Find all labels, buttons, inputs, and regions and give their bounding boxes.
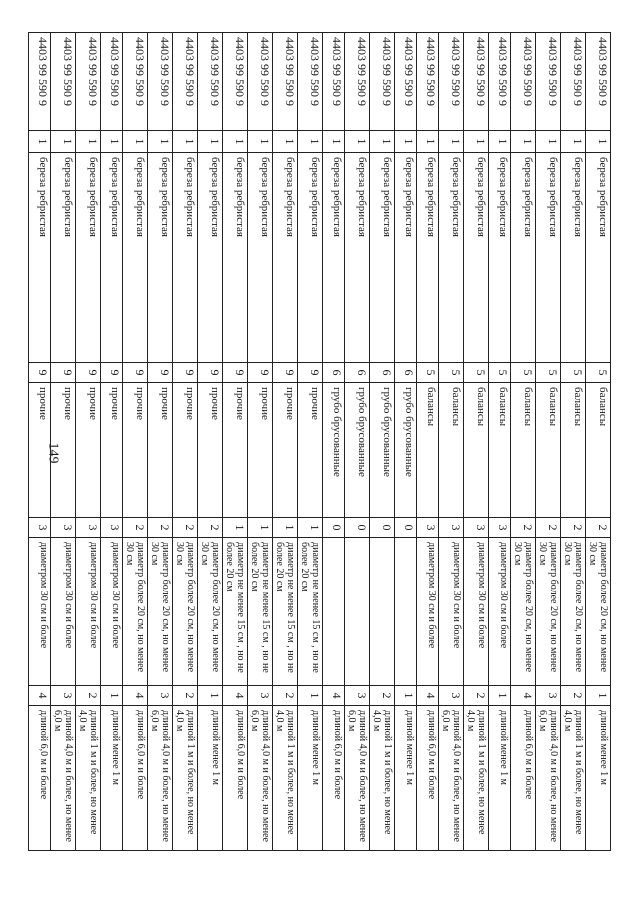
diameter-cell [323,538,345,686]
wood-type-cell: грубо брусованные [370,383,395,518]
length-number-cell: 3 [51,686,76,706]
species-cell: береза ребристая [273,153,298,363]
wood-type-cell: балансы [586,383,611,518]
group-number-cell: 1 [51,131,76,153]
type-number-cell: 5 [561,363,586,383]
wood-type-cell: прочие [273,383,298,518]
length-cell: длиной 6,0 м и более [417,706,439,851]
hs-code-cell: 4403 99 590 9 [395,33,417,131]
diameter-number-cell: 3 [101,518,123,538]
diameter-cell: диаметром 30 см и более [417,538,439,686]
diameter-number-cell: 2 [586,518,611,538]
wood-type-cell: балансы [511,383,536,518]
length-cell: длиной 1 м и более, но менее 4,0 м [561,706,586,851]
hs-code-cell: 4403 99 590 9 [417,33,439,131]
table-row [395,33,417,851]
species-cell: береза ребристая [439,153,464,363]
length-number-cell: 1 [586,686,611,706]
length-cell: длиной 1 м и более, но менее 4,0 м [76,706,101,851]
type-number-cell: 5 [417,363,439,383]
type-number-cell: 9 [76,363,101,383]
diameter-number-cell: 0 [395,518,417,538]
table-body [29,33,611,851]
diameter-cell: диаметром 30 см и более [101,538,123,686]
diameter-number-cell: 3 [439,518,464,538]
wood-type-cell: прочие [101,383,123,518]
type-number-cell: 9 [123,363,148,383]
species-cell: береза ребристая [248,153,273,363]
table-row [173,33,198,851]
group-number-cell: 1 [273,131,298,153]
diameter-number-cell: 3 [29,518,51,538]
hs-code-cell: 4403 99 590 9 [148,33,173,131]
table-row [223,33,248,851]
length-number-cell: 4 [511,686,536,706]
diameter-cell: диаметр более 20 см, но менее 30 см [536,538,561,686]
group-number-cell: 1 [489,131,511,153]
hs-code-cell: 4403 99 590 9 [439,33,464,131]
group-number-cell: 1 [464,131,489,153]
length-number-cell: 2 [173,686,198,706]
group-number-cell: 1 [395,131,417,153]
length-number-cell: 3 [148,686,173,706]
diameter-cell: диаметр не менее 15 см , но не более 20 см [248,538,273,686]
table-row [273,33,298,851]
type-number-cell: 5 [464,363,489,383]
type-number-cell: 6 [323,363,345,383]
length-number-cell: 3 [439,686,464,706]
length-cell: длиной менее 1 м [586,706,611,851]
table-row [586,33,611,851]
diameter-cell: диаметр более 20 см, но менее 30 см [148,538,173,686]
table-row [248,33,273,851]
type-number-cell: 5 [586,363,611,383]
group-number-cell: 1 [123,131,148,153]
species-cell: береза ребристая [298,153,323,363]
table-row [489,33,511,851]
wood-type-cell: прочие [29,383,51,518]
wood-type-cell: прочие [198,383,223,518]
wood-type-cell: балансы [464,383,489,518]
type-number-cell: 9 [248,363,273,383]
type-number-cell: 9 [198,363,223,383]
length-cell: длиной менее 1 м [198,706,223,851]
table-row [123,33,148,851]
group-number-cell: 1 [323,131,345,153]
diameter-number-cell: 1 [273,518,298,538]
diameter-number-cell: 1 [248,518,273,538]
diameter-number-cell: 2 [148,518,173,538]
wood-type-cell: прочие [248,383,273,518]
table-row [439,33,464,851]
type-number-cell: 9 [148,363,173,383]
length-number-cell: 2 [273,686,298,706]
wood-type-cell: прочие [76,383,101,518]
hs-code-cell: 4403 99 590 9 [464,33,489,131]
table-row [323,33,345,851]
group-number-cell: 1 [248,131,273,153]
diameter-cell [395,538,417,686]
diameter-number-cell: 2 [123,518,148,538]
type-number-cell: 9 [29,363,51,383]
wood-type-cell: прочие [51,383,76,518]
diameter-number-cell: 2 [198,518,223,538]
group-number-cell: 1 [536,131,561,153]
wood-type-cell: прочие [173,383,198,518]
diameter-number-cell: 0 [370,518,395,538]
hs-code-cell: 4403 99 590 9 [101,33,123,131]
group-number-cell: 1 [29,131,51,153]
wood-type-cell: балансы [536,383,561,518]
diameter-number-cell: 0 [323,518,345,538]
wood-type-cell: балансы [489,383,511,518]
type-number-cell: 5 [511,363,536,383]
length-cell: длиной 4,0 м и более, но менее 6,0 м [536,706,561,851]
wood-type-cell: грубо брусованные [395,383,417,518]
wood-type-cell: прочие [223,383,248,518]
wood-type-cell: балансы [417,383,439,518]
length-number-cell: 1 [298,686,323,706]
diameter-cell: диаметр более 20 см, но менее 30 см [561,538,586,686]
length-number-cell: 2 [464,686,489,706]
table-row [101,33,123,851]
wood-type-cell: грубо брусованные [345,383,370,518]
diameter-cell: диаметром 30 см и более [439,538,464,686]
page-number: 149 [45,442,61,464]
hs-code-cell: 4403 99 590 9 [273,33,298,131]
diameter-cell: диаметр не менее 15 см , но не более 20 см [298,538,323,686]
table-row [417,33,439,851]
diameter-cell: диаметром 30 см и более [464,538,489,686]
wood-type-cell: прочие [148,383,173,518]
group-number-cell: 1 [586,131,611,153]
table-row [148,33,173,851]
length-number-cell: 4 [123,686,148,706]
length-cell: длиной 1 м и более, но менее 4,0 м [273,706,298,851]
type-number-cell: 9 [51,363,76,383]
table-row [51,33,76,851]
length-number-cell: 4 [223,686,248,706]
type-number-cell: 6 [370,363,395,383]
diameter-cell: диаметр не менее 15 см , но не более 20 см [223,538,248,686]
classification-table [28,32,611,851]
hs-code-cell: 4403 99 590 9 [536,33,561,131]
group-number-cell: 1 [417,131,439,153]
diameter-cell: диаметром 30 см и более [51,538,76,686]
group-number-cell: 1 [223,131,248,153]
diameter-number-cell: 3 [417,518,439,538]
hs-code-cell: 4403 99 590 9 [370,33,395,131]
length-cell: длиной 6,0 м и более [323,706,345,851]
wood-type-cell: прочие [298,383,323,518]
species-cell: береза ребристая [536,153,561,363]
type-number-cell: 9 [101,363,123,383]
table-row [511,33,536,851]
type-number-cell: 5 [439,363,464,383]
length-cell: длиной 4,0 м и более, но менее 6,0 м [439,706,464,851]
type-number-cell: 5 [536,363,561,383]
species-cell: береза ребристая [223,153,248,363]
diameter-number-cell: 2 [561,518,586,538]
wood-type-cell: грубо брусованные [323,383,345,518]
diameter-number-cell: 3 [76,518,101,538]
table-row [370,33,395,851]
group-number-cell: 1 [76,131,101,153]
diameter-number-cell: 3 [51,518,76,538]
length-cell: длиной менее 1 м [489,706,511,851]
group-number-cell: 1 [439,131,464,153]
length-cell: длиной 6,0 м и более [511,706,536,851]
diameter-cell: диаметр более 20 см, но менее 30 см [586,538,611,686]
length-cell: длиной 4,0 м и более, но менее 6,0 м [51,706,76,851]
species-cell: береза ребристая [148,153,173,363]
length-cell: длиной 6,0 м и более [223,706,248,851]
length-cell: длиной 1 м и более, но менее 4,0 м [464,706,489,851]
group-number-cell: 1 [173,131,198,153]
table-row [464,33,489,851]
length-cell: длиной 4,0 м и более, но менее 6,0 м [345,706,370,851]
diameter-cell: диаметром 30 см и более [29,538,51,686]
hs-code-cell: 4403 99 590 9 [51,33,76,131]
length-number-cell: 4 [29,686,51,706]
type-number-cell: 6 [395,363,417,383]
type-number-cell: 9 [223,363,248,383]
length-cell: длиной менее 1 м [298,706,323,851]
length-number-cell: 2 [76,686,101,706]
species-cell: береза ребристая [489,153,511,363]
diameter-number-cell: 2 [511,518,536,538]
group-number-cell: 1 [148,131,173,153]
species-cell: береза ребристая [323,153,345,363]
diameter-number-cell: 3 [489,518,511,538]
type-number-cell: 9 [173,363,198,383]
diameter-number-cell: 1 [298,518,323,538]
group-number-cell: 1 [198,131,223,153]
diameter-number-cell: 2 [536,518,561,538]
wood-type-cell: балансы [439,383,464,518]
species-cell: береза ребристая [29,153,51,363]
hs-code-cell: 4403 99 590 9 [223,33,248,131]
species-cell: береза ребристая [561,153,586,363]
length-number-cell: 4 [417,686,439,706]
table-row [561,33,586,851]
species-cell: береза ребристая [370,153,395,363]
type-number-cell: 6 [345,363,370,383]
species-cell: береза ребристая [586,153,611,363]
species-cell: береза ребристая [198,153,223,363]
diameter-cell [345,538,370,686]
length-cell: длиной 6,0 м и более [123,706,148,851]
type-number-cell: 9 [273,363,298,383]
diameter-number-cell: 2 [173,518,198,538]
group-number-cell: 1 [101,131,123,153]
length-cell: длиной менее 1 м [395,706,417,851]
length-number-cell: 4 [323,686,345,706]
hs-code-cell: 4403 99 590 9 [123,33,148,131]
species-cell: береза ребристая [395,153,417,363]
hs-code-cell: 4403 99 590 9 [345,33,370,131]
length-cell: длиной 6,0 м и более [29,706,51,851]
diameter-number-cell: 1 [223,518,248,538]
group-number-cell: 1 [298,131,323,153]
diameter-number-cell: 3 [464,518,489,538]
hs-code-cell: 4403 99 590 9 [76,33,101,131]
length-cell: длиной 1 м и более, но менее 4,0 м [173,706,198,851]
length-cell: длиной 4,0 м и более, но менее 6,0 м [148,706,173,851]
table-row [198,33,223,851]
diameter-cell: диаметром 30 см и более [489,538,511,686]
hs-code-cell: 4403 99 590 9 [198,33,223,131]
species-cell: береза ребристая [417,153,439,363]
diameter-number-cell: 0 [345,518,370,538]
length-cell: длиной 4,0 м и более, но менее 6,0 м [248,706,273,851]
species-cell: береза ребристая [464,153,489,363]
length-number-cell: 3 [345,686,370,706]
diameter-cell: диаметр более 20 см, но менее 30 см [511,538,536,686]
length-number-cell: 2 [370,686,395,706]
hs-code-cell: 4403 99 590 9 [298,33,323,131]
length-number-cell: 3 [536,686,561,706]
table-row [29,33,51,851]
hs-code-cell: 4403 99 590 9 [248,33,273,131]
diameter-cell: диаметр более 20 см, но менее 30 см [123,538,148,686]
table-row [76,33,101,851]
diameter-cell: диаметр более 20 см, но менее 30 см [173,538,198,686]
table-row [298,33,323,851]
species-cell: береза ребристая [173,153,198,363]
table-row [345,33,370,851]
length-number-cell: 1 [198,686,223,706]
hs-code-cell: 4403 99 590 9 [561,33,586,131]
type-number-cell: 5 [489,363,511,383]
group-number-cell: 1 [345,131,370,153]
length-number-cell: 1 [395,686,417,706]
species-cell: береза ребристая [76,153,101,363]
type-number-cell: 9 [298,363,323,383]
species-cell: береза ребристая [101,153,123,363]
group-number-cell: 1 [511,131,536,153]
diameter-cell [370,538,395,686]
group-number-cell: 1 [561,131,586,153]
length-number-cell: 1 [101,686,123,706]
length-number-cell: 2 [561,686,586,706]
diameter-cell: диаметр не менее 15 см , но не более 20 см [273,538,298,686]
length-number-cell: 3 [248,686,273,706]
diameter-cell: диаметр более 20 см, но менее 30 см [198,538,223,686]
group-number-cell: 1 [370,131,395,153]
length-cell: длиной менее 1 м [101,706,123,851]
wood-type-cell: балансы [561,383,586,518]
species-cell: береза ребристая [511,153,536,363]
diameter-cell: диаметром 30 см и более [76,538,101,686]
hs-code-cell: 4403 99 590 9 [586,33,611,131]
length-number-cell: 1 [489,686,511,706]
hs-code-cell: 4403 99 590 9 [29,33,51,131]
hs-code-cell: 4403 99 590 9 [489,33,511,131]
species-cell: береза ребристая [345,153,370,363]
length-cell: длиной 1 м и более, но менее 4,0 м [370,706,395,851]
species-cell: береза ребристая [51,153,76,363]
hs-code-cell: 4403 99 590 9 [511,33,536,131]
wood-type-cell: прочие [123,383,148,518]
species-cell: береза ребристая [123,153,148,363]
table-row [536,33,561,851]
hs-code-cell: 4403 99 590 9 [323,33,345,131]
hs-code-cell: 4403 99 590 9 [173,33,198,131]
